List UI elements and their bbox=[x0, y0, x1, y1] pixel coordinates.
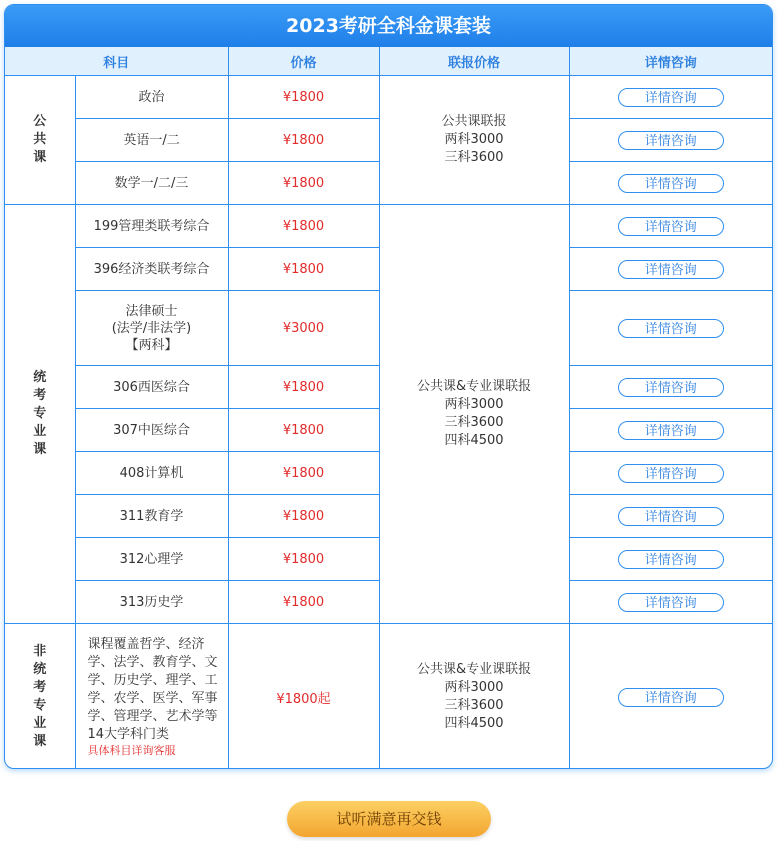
price-cell: ¥1800 bbox=[228, 248, 379, 291]
subject-cell: 311教育学 bbox=[75, 495, 228, 538]
nonunified-description: 课程覆盖哲学、经济学、法学、教育学、文学、历史学、理学、工学、农学、医学、军事学、管理学、艺术学等14大学科门类 bbox=[87, 637, 218, 743]
bundle-line: 四科4500 bbox=[444, 433, 504, 448]
bundle-line: 公共课&专业课联报 bbox=[416, 379, 532, 394]
consult-cell bbox=[569, 76, 772, 119]
category-char: 课 bbox=[33, 150, 47, 165]
category-unified bbox=[5, 205, 75, 624]
category-char: 公 bbox=[33, 114, 47, 129]
table-row bbox=[5, 76, 772, 119]
consult-cell bbox=[569, 119, 772, 162]
consult-cell bbox=[569, 205, 772, 248]
bundle-nonunified bbox=[379, 624, 569, 770]
table-row bbox=[5, 205, 772, 248]
consult-cell bbox=[569, 409, 772, 452]
consult-button[interactable]: 详情咨询 bbox=[618, 174, 724, 193]
consult-button[interactable]: 详情咨询 bbox=[618, 688, 724, 707]
category-char: 共 bbox=[33, 132, 47, 147]
nonunified-note: 具体科目详询客服 bbox=[87, 744, 176, 758]
price-cell: ¥1800 bbox=[228, 76, 379, 119]
bundle-line: 公共课联报 bbox=[441, 114, 507, 129]
category-char: 考 bbox=[33, 680, 47, 696]
subject-cell: 408计算机 bbox=[75, 452, 228, 495]
category-char: 非 bbox=[33, 644, 47, 660]
consult-button[interactable]: 详情咨询 bbox=[618, 88, 724, 107]
price-cell: ¥1800 bbox=[228, 409, 379, 452]
header-subject: 科目 bbox=[5, 47, 228, 76]
subject-line: (法学/非法学) bbox=[111, 320, 192, 336]
header-bundle: 联报价格 bbox=[379, 47, 569, 76]
subject-line: 【两科】 bbox=[125, 337, 178, 353]
consult-button[interactable]: 详情咨询 bbox=[618, 378, 724, 397]
consult-cell bbox=[569, 291, 772, 366]
price-cell: ¥3000 bbox=[228, 291, 379, 366]
category-char: 课 bbox=[33, 734, 47, 750]
consult-button[interactable]: 详情咨询 bbox=[618, 319, 724, 338]
consult-cell bbox=[569, 162, 772, 205]
subject-cell: 199管理类联考综合 bbox=[75, 205, 228, 248]
header-price: 价格 bbox=[228, 47, 379, 76]
bundle-line: 三科3600 bbox=[444, 698, 504, 714]
bundle-public bbox=[379, 76, 569, 205]
category-char: 课 bbox=[33, 442, 47, 457]
price-cell: ¥1800 bbox=[228, 162, 379, 205]
price-cell: ¥1800 bbox=[228, 495, 379, 538]
bundle-line: 四科4500 bbox=[444, 716, 504, 732]
card-title: 2023考研全科金课套装 bbox=[5, 5, 772, 47]
price-cell: ¥1800 bbox=[228, 538, 379, 581]
subject-cell: 307中医综合 bbox=[75, 409, 228, 452]
course-table-card bbox=[4, 4, 773, 769]
subject-cell: 英语一/二 bbox=[75, 119, 228, 162]
trial-cta-button[interactable]: 试听满意再交钱 bbox=[287, 801, 491, 837]
consult-cell bbox=[569, 538, 772, 581]
bundle-line: 两科3000 bbox=[444, 680, 504, 696]
bundle-unified bbox=[379, 205, 569, 624]
consult-cell bbox=[569, 452, 772, 495]
consult-button[interactable]: 详情咨询 bbox=[618, 507, 724, 526]
category-char: 统 bbox=[33, 662, 47, 678]
bundle-line: 两科3000 bbox=[444, 132, 504, 147]
category-char: 专 bbox=[33, 406, 47, 421]
consult-button[interactable]: 详情咨询 bbox=[618, 593, 724, 612]
subject-cell: 306西医综合 bbox=[75, 366, 228, 409]
subject-line: 法律硕士 bbox=[125, 303, 178, 319]
category-public bbox=[5, 76, 75, 205]
consult-cell bbox=[569, 624, 772, 770]
consult-cell bbox=[569, 495, 772, 538]
consult-button[interactable]: 详情咨询 bbox=[618, 217, 724, 236]
price-cell: ¥1800 bbox=[228, 205, 379, 248]
subject-cell: 396经济类联考综合 bbox=[75, 248, 228, 291]
consult-button[interactable]: 详情咨询 bbox=[618, 550, 724, 569]
bundle-line: 两科3000 bbox=[444, 397, 504, 412]
bundle-line: 三科3600 bbox=[444, 150, 504, 165]
subject-cell bbox=[75, 291, 228, 366]
price-cell: ¥1800 bbox=[228, 581, 379, 624]
price-cell: ¥1800 bbox=[228, 452, 379, 495]
table-header-row bbox=[5, 47, 772, 76]
category-char: 业 bbox=[33, 424, 47, 439]
consult-button[interactable]: 详情咨询 bbox=[618, 464, 724, 483]
consult-button[interactable]: 详情咨询 bbox=[618, 421, 724, 440]
consult-cell bbox=[569, 366, 772, 409]
category-nonunified bbox=[5, 624, 75, 770]
price-cell: ¥1800起 bbox=[228, 624, 379, 770]
subject-cell: 313历史学 bbox=[75, 581, 228, 624]
course-table bbox=[5, 47, 772, 769]
subject-cell: 政治 bbox=[75, 76, 228, 119]
bundle-line: 三科3600 bbox=[444, 415, 504, 430]
consult-cell bbox=[569, 581, 772, 624]
price-cell: ¥1800 bbox=[228, 366, 379, 409]
consult-button[interactable]: 详情咨询 bbox=[618, 260, 724, 279]
category-char: 专 bbox=[33, 698, 47, 714]
subject-cell: 312心理学 bbox=[75, 538, 228, 581]
consult-cell bbox=[569, 248, 772, 291]
category-char: 统 bbox=[33, 370, 47, 385]
table-row bbox=[5, 624, 772, 770]
nonunified-description-cell bbox=[75, 624, 228, 770]
consult-button[interactable]: 详情咨询 bbox=[618, 131, 724, 150]
subject-cell: 数学一/二/三 bbox=[75, 162, 228, 205]
price-cell: ¥1800 bbox=[228, 119, 379, 162]
header-consult: 详情咨询 bbox=[569, 47, 772, 76]
category-char: 考 bbox=[33, 388, 47, 403]
bundle-line: 公共课&专业课联报 bbox=[416, 662, 532, 678]
category-char: 业 bbox=[33, 716, 47, 732]
